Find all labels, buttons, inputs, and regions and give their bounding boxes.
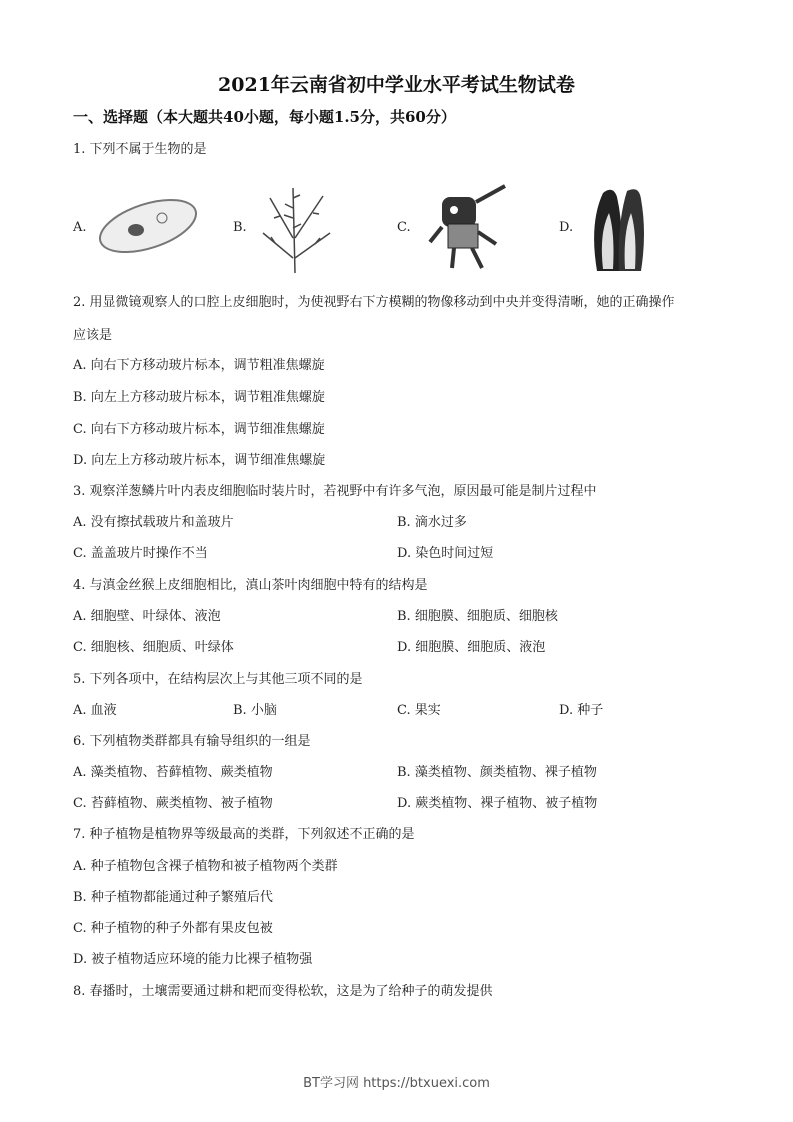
q4-option-b: B. 细胞膜、细胞质、细胞核 [397, 609, 558, 624]
q2-option-c: C. 向右下方移动玻片标本，调节细准焦螺旋 [73, 422, 325, 437]
q6-option-c: C. 苔藓植物、蕨类植物、被子植物 [73, 796, 273, 811]
q7-option-c: C. 种子植物的种子外都有果皮包被 [73, 921, 273, 936]
robot-image [420, 182, 510, 274]
q3-option-c: C. 盖盖玻片时操作不当 [73, 546, 208, 561]
question-2-stem: 2. 用显微镜观察人的口腔上皮细胞时，为使视野右下方模糊的物像移动到中央并变得清晰，她的正确操作 [73, 295, 675, 310]
q4-option-a: A. 细胞壁、叶绿体、液泡 [73, 609, 221, 624]
section-heading: 一、选择题（本大题共40小题，每小题1.5分，共60分） [73, 108, 456, 126]
q1-option-a: A. [73, 220, 87, 235]
q5-option-c: C. 果实 [397, 703, 441, 718]
q6-option-d: D. 蕨类植物、裸子植物、被子植物 [397, 796, 598, 811]
penguins-image [585, 183, 647, 273]
q6-option-b: B. 藻类植物、颜类植物、裸子植物 [397, 765, 597, 780]
q5-option-d: D. 种子 [559, 703, 604, 718]
question-2-stem-cont: 应该是 [73, 328, 113, 343]
q3-option-a: A. 没有擦拭载玻片和盖玻片 [73, 515, 234, 530]
q4-option-c: C. 细胞核、细胞质、叶绿体 [73, 640, 234, 655]
page-title: 2021年云南省初中学业水平考试生物试卷 [218, 74, 575, 96]
fern-image [255, 178, 335, 276]
q7-option-d: D. 被子植物适应环境的能力比裸子植物强 [73, 952, 313, 967]
paramecium-image [92, 190, 204, 260]
q2-option-a: A. 向右下方移动玻片标本，调节粗准焦螺旋 [73, 358, 325, 373]
q2-option-b: B. 向左上方移动玻片标本，调节粗准焦螺旋 [73, 390, 325, 405]
q1-option-d: D. [559, 220, 574, 235]
question-3-stem: 3. 观察洋葱鳞片叶内表皮细胞临时装片时，若视野中有许多气泡，原因最可能是制片过程中 [73, 484, 597, 499]
q1-option-b: B. [233, 220, 247, 235]
q1-option-c: C. [397, 220, 411, 235]
q6-option-a: A. 藻类植物、苔藓植物、蕨类植物 [73, 765, 273, 780]
q3-option-d: D. 染色时间过短 [397, 546, 494, 561]
q3-option-b: B. 滴水过多 [397, 515, 467, 530]
question-5-stem: 5. 下列各项中，在结构层次上与其他三项不同的是 [73, 672, 363, 687]
question-8-stem: 8. 春播时，土壤需要通过耕和耙而变得松软，这是为了给种子的萌发提供 [73, 984, 493, 999]
q7-option-a: A. 种子植物包含裸子植物和被子植物两个类群 [73, 859, 338, 874]
question-1-stem: 1. 下列不属于生物的是 [73, 142, 207, 157]
question-7-stem: 7. 种子植物是植物界等级最高的类群，下列叙述不正确的是 [73, 827, 415, 842]
q4-option-d: D. 细胞膜、细胞质、液泡 [397, 640, 546, 655]
q7-option-b: B. 种子植物都能通过种子繁殖后代 [73, 890, 273, 905]
question-6-stem: 6. 下列植物类群都具有输导组织的一组是 [73, 734, 311, 749]
question-4-stem: 4. 与滇金丝猴上皮细胞相比，滇山茶叶肉细胞中特有的结构是 [73, 578, 428, 593]
q2-option-d: D. 向左上方移动玻片标本，调节细准焦螺旋 [73, 453, 326, 468]
q5-option-a: A. 血液 [73, 703, 117, 718]
q5-option-b: B. 小脑 [233, 703, 277, 718]
footer-watermark-link[interactable]: BT学习网 https://btxuexi.com [303, 1076, 490, 1091]
